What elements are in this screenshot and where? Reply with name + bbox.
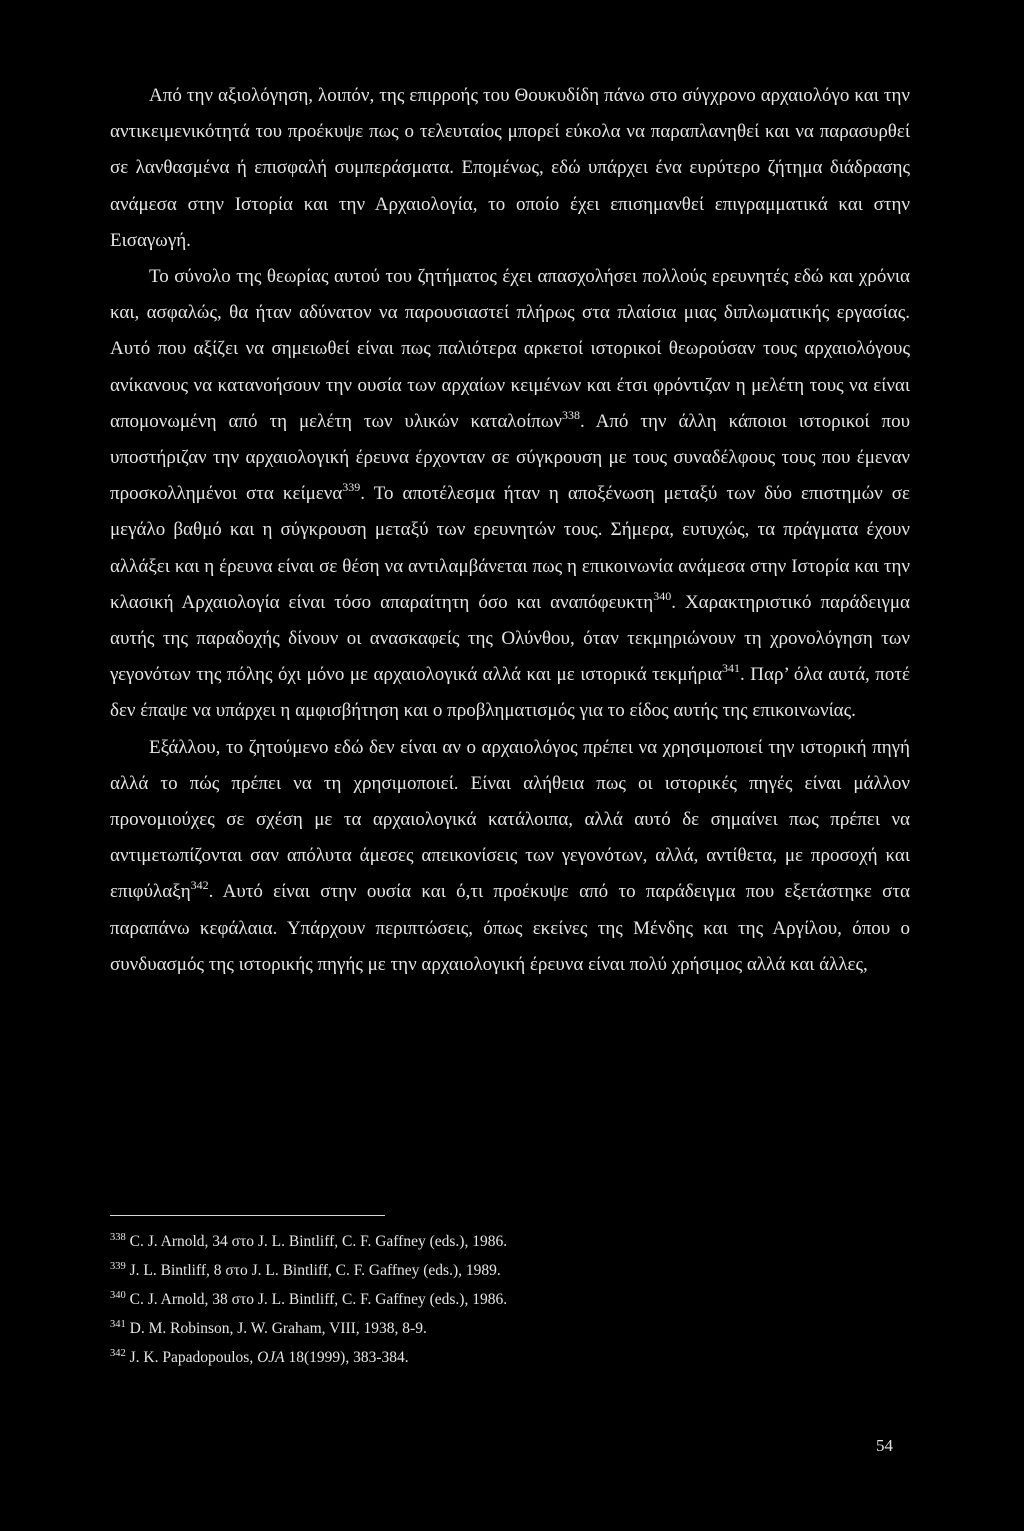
footnote-ref-340[interactable]: 340 — [653, 588, 672, 603]
footnote-ref-339[interactable]: 339 — [342, 480, 361, 495]
paragraph-text: . Αυτό είναι στην ουσία και ό,τι προέκυψε από το παράδειγμα που εξετάστηκε στα παραπάνω κεφάλαια. Υπάρχουν περιπτώσεις, όπως εκείνες της Μένδης και της Αργίλου, όπου ο συνδυασμός της ιστορικής πηγής με την αρχαιολογική έρευνα είναι πολύ χρήσιμος αλλά και άλλες, — [110, 881, 910, 975]
footnote-340 — [110, 1285, 910, 1314]
footnote-text: C. J. Arnold, 34 στο J. L. Bintliff, C. F. Gaffney (eds.), 1986. — [129, 1233, 508, 1250]
footnote-number: 341 — [110, 1319, 126, 1330]
footnote-ref-341[interactable]: 341 — [722, 661, 741, 676]
footnote-341 — [110, 1314, 910, 1343]
footnote-separator — [110, 1215, 385, 1216]
page-number: 54 — [876, 1436, 893, 1455]
paragraph-text: . Από την άλλη κάποιοι ιστορικοί που υποστήριζαν την αρχαιολογική έρευνα έρχονταν σε σύγκρουση με τους συναδέλφους τους που έμεναν προσκολλημένοι στα κείμενα — [110, 410, 910, 505]
paragraph-2 — [110, 259, 910, 730]
footnote-text: 18(1999), 383-384. — [284, 1349, 409, 1366]
journal-abbreviation: OJA — [257, 1349, 285, 1366]
footnote-text: J. L. Bintliff, 8 στο J. L. Bintliff, C. F. Gaffney (eds.), 1989. — [129, 1262, 501, 1279]
paragraph-text: Το σύνολο της θεωρίας αυτού του ζητήματος έχει απασχολήσει πολλούς ερευνητές εδώ και χρόνια και, ασφαλώς, θα ήταν αδύνατον να παρουσιαστεί πλήρως στα πλαίσια μιας διπλωματικής εργασίας. Αυτό που αξίζει να σημειωθεί είναι πως παλιότερα αρκετοί ιστορικοί θεωρούσαν τους αρχαιολόγους ανίκανους να κατανοήσουν την ουσία των αρχαίων κειμένων και έτσι φρόντιζαν η μελέτη τους να είναι απομονωμένη από τη μελέτη των υλικών καταλοίπων — [110, 266, 910, 432]
footnote-ref-338[interactable]: 338 — [561, 407, 580, 422]
footnote-number: 339 — [110, 1261, 126, 1272]
footnote-338 — [110, 1227, 910, 1256]
paragraph-1 — [110, 78, 910, 259]
paragraph-text: Εξάλλου, το ζητούμενο εδώ δεν είναι αν ο αρχαιολόγος πρέπει να χρησιμοποιεί την ιστορική πηγή αλλά το πώς πρέπει να τη χρησιμοποιεί. Είναι αλήθεια πως οι ιστορικές πηγές είναι μάλλον προνομιούχες σε σχέση με τα αρχαιολογικά κατάλοιπα, αλλά αυτό δε σημαίνει πως πρέπει να αντιμετωπίζονται σαν απόλυτα άμεσες απεικονίσεις των γεγονότων, αλλά, αντίθετα, με προσοχή και επιφύλαξη — [110, 736, 910, 903]
footnote-number: 338 — [110, 1232, 126, 1243]
paragraph-text: Από την αξιολόγηση, λοιπόν, της επιρροής του Θουκυδίδη πάνω στο σύγχρονο αρχαιολόγο και την αντικειμενικότητά του προέκυψε πως ο τελευταίος μπορεί εύκολα να παραπλανηθεί και να παρασυρθεί σε λανθασμένα ή επισφαλή συμπεράσματα. Επομένως, εδώ υπάρχει ένα ευρύτερο ζήτημα διάδρασης ανάμεσα στην Ιστορία και την Αρχαιολογία, το οποίο έχει επισημανθεί επιγραμματικά και στην Εισαγωγή. — [110, 85, 910, 251]
footnote-text: C. J. Arnold, 38 στο J. L. Bintliff, C. F. Gaffney (eds.), 1986. — [129, 1291, 508, 1308]
paragraph-text: . Το αποτέλεσμα ήταν η αποξένωση μεταξύ των δύο επιστημών σε μεγάλο βαθμό και η σύγκρουση μεταξύ των ερευνητών τους. Σήμερα, ευτυχώς, τα πράγματα έχουν αλλάξει και η έρευνα είναι σε θέση να αντιλαμβάνεται πως η επικοινωνία ανάμεσα στην Ιστορία και την κλασική Αρχαιολογία είναι τόσο απαραίτητη όσο και αναπόφευκτη — [110, 483, 910, 613]
footnote-ref-342[interactable]: 342 — [190, 878, 209, 893]
footnotes — [110, 1227, 910, 1372]
footnote-text: D. M. Robinson, J. W. Graham, VIII, 1938, 8-9. — [129, 1320, 427, 1337]
footnote-number: 342 — [110, 1348, 126, 1359]
paragraph-text: . Παρ’ όλα αυτά, ποτέ δεν έπαψε να υπάρχει η αμφισβήτηση και ο προβληματισμός για το είδος αυτής της επικοινωνίας. — [110, 664, 911, 722]
paragraph-3 — [110, 730, 910, 983]
paragraph-text: . Χαρακτηριστικό παράδειγμα αυτής της παραδοχής δίνουν οι ανασκαφείς της Ολύνθου, όταν τεκμηριώνουν τη χρονολόγηση των γεγονότων της πόλης όχι μόνο με αρχαιολογικά αλλά και με ιστορικά τεκμήρια — [110, 591, 911, 686]
main-text — [110, 78, 910, 983]
footnote-339 — [110, 1256, 910, 1285]
footnote-342 — [110, 1343, 910, 1372]
footnote-text: J. K. Papadopoulos, — [129, 1349, 258, 1366]
footnote-number: 340 — [110, 1290, 126, 1301]
